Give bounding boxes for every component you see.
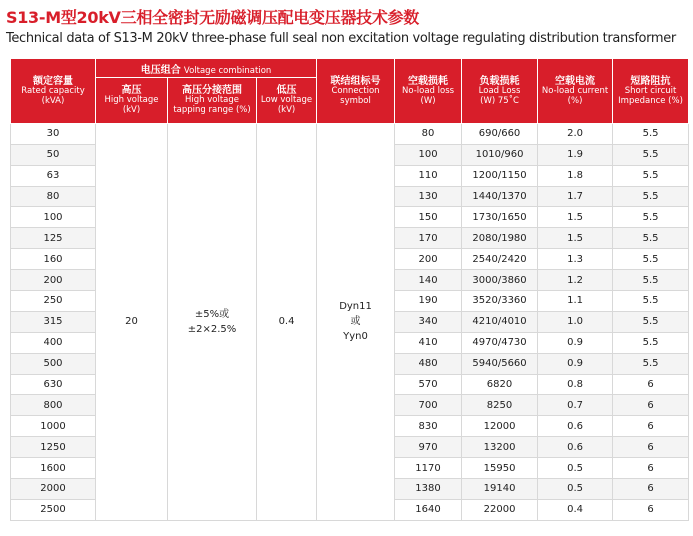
noload-loss-cell: 130 [395,186,462,207]
rated-capacity-cell: 100 [11,207,96,228]
header-en-label: Connection [331,86,380,97]
load-loss-cell: 4970/4730 [462,332,538,353]
rated-capacity-cell: 160 [11,249,96,270]
rated-capacity-cell: 63 [11,165,96,186]
table-body [11,123,689,520]
load-loss-cell: 690/660 [462,123,538,144]
header-cn-label: 额定容量 [33,75,73,87]
rated-capacity-cell: 30 [11,123,96,144]
impedance-cell: 6 [613,479,689,500]
header-en-label: symbol [340,95,371,106]
rated-capacity-cell: 800 [11,395,96,416]
noload-current-cell: 0.9 [538,353,613,374]
rated-capacity-cell: 630 [11,374,96,395]
header-unit-label: (kV) [277,105,296,115]
noload-current-cell: 0.8 [538,374,613,395]
load-loss-cell: 12000 [462,416,538,437]
noload-loss-cell: 170 [395,228,462,249]
header-cn-label: 电压组合 [140,65,181,76]
header-en-label: tapping range (%) [173,105,251,115]
tapping-range-cell [168,123,257,520]
load-loss-cell: 1440/1370 [462,186,538,207]
impedance-cell: 5.5 [613,228,689,249]
rated-capacity-cell: 80 [11,186,96,207]
rated-capacity-cell: 315 [11,311,96,332]
header-en-label: Low voltage [260,95,313,106]
tapping-range-text: ±5%或 [194,308,230,320]
low-voltage-cell: 0.4 [257,123,317,520]
rated-capacity-cell: 2000 [11,479,96,500]
noload-current-cell: 1.3 [538,249,613,270]
impedance-cell: 5.5 [613,332,689,353]
header-voltage-combination [96,59,317,78]
noload-current-cell: 0.5 [538,458,613,479]
header-cn-label: 高压分接范围 [182,85,242,97]
load-loss-cell: 3520/3360 [462,291,538,312]
table-header [11,59,689,124]
noload-loss-cell: 100 [395,144,462,165]
tapping-range-text: ±2×2.5% [187,323,237,335]
noload-current-cell: 1.0 [538,311,613,332]
noload-current-cell: 1.1 [538,291,613,312]
load-loss-cell: 2540/2420 [462,249,538,270]
header-tapping-range [168,77,257,123]
noload-loss-cell: 1640 [395,499,462,520]
header-unit-label: (W) 75˚C [480,95,519,106]
noload-loss-cell: 410 [395,332,462,353]
header-unit-label: (kVA) [41,95,65,106]
header-cn-label: 短路阻抗 [630,75,671,87]
load-loss-cell: 1010/960 [462,144,538,165]
noload-current-cell: 1.5 [538,207,613,228]
noload-current-cell: 0.5 [538,479,613,500]
load-loss-cell: 1730/1650 [462,207,538,228]
noload-loss-cell: 570 [395,374,462,395]
connection-symbol-text: Yyn0 [343,331,368,343]
impedance-cell: 5.5 [613,311,689,332]
noload-loss-cell: 150 [395,207,462,228]
header-connection-symbol [317,59,395,124]
rated-capacity-cell: 500 [11,353,96,374]
header-cn-label: 高压 [121,85,142,97]
noload-current-cell: 0.4 [538,499,613,520]
header-cn-label: 低压 [276,85,297,97]
noload-loss-cell: 140 [395,270,462,291]
impedance-cell: 5.5 [613,353,689,374]
noload-current-cell: 1.5 [538,228,613,249]
rated-capacity-cell: 125 [11,228,96,249]
header-noload-current [538,59,613,124]
header-unit-label: (%) [567,95,583,106]
noload-current-cell: 0.7 [538,395,613,416]
header-low-voltage [257,77,317,123]
rated-capacity-cell: 200 [11,270,96,291]
noload-loss-cell: 1380 [395,479,462,500]
noload-loss-cell: 830 [395,416,462,437]
load-loss-cell: 13200 [462,437,538,458]
noload-loss-cell: 80 [395,123,462,144]
impedance-cell: 5.5 [613,270,689,291]
header-en-label: Load Loss [478,86,521,97]
header-unit-label: (W) [420,95,436,106]
noload-current-cell: 0.6 [538,437,613,458]
rated-capacity-cell: 400 [11,332,96,353]
noload-loss-cell: 970 [395,437,462,458]
load-loss-cell: 2080/1980 [462,228,538,249]
noload-current-cell: 1.8 [538,165,613,186]
impedance-cell: 6 [613,437,689,458]
rated-capacity-cell: 1000 [11,416,96,437]
header-cn-label: 联结组标号 [330,75,381,87]
rated-capacity-cell: 1250 [11,437,96,458]
impedance-cell: 5.5 [613,123,689,144]
header-en-label: High voltage [185,95,239,106]
impedance-cell: 6 [613,458,689,479]
header-en-label: No-load current [541,86,609,97]
noload-current-cell: 1.9 [538,144,613,165]
noload-loss-cell: 200 [395,249,462,270]
load-loss-cell: 19140 [462,479,538,500]
header-en-label: Short circuit [624,86,677,97]
load-loss-cell: 1200/1150 [462,165,538,186]
header-cn-label: 空载损耗 [408,75,449,87]
technical-data-table [10,58,689,521]
header-load-loss [462,59,538,124]
connection-symbol-cell [317,123,395,520]
noload-loss-cell: 190 [395,291,462,312]
load-loss-cell: 6820 [462,374,538,395]
header-en-label: Rated capacity [21,86,85,97]
impedance-cell: 5.5 [613,291,689,312]
impedance-cell: 6 [613,416,689,437]
noload-current-cell: 1.2 [538,270,613,291]
noload-loss-cell: 700 [395,395,462,416]
impedance-cell: 5.5 [613,186,689,207]
connection-symbol-text: 或 [350,316,361,328]
header-en-label: Impedance (%) [618,95,683,106]
header-en-label: High voltage [104,95,159,106]
rated-capacity-cell: 50 [11,144,96,165]
impedance-cell: 6 [613,374,689,395]
noload-loss-cell: 340 [395,311,462,332]
noload-current-cell: 1.7 [538,186,613,207]
high-voltage-cell: 20 [96,123,168,520]
load-loss-cell: 5940/5660 [462,353,538,374]
noload-current-cell: 0.6 [538,416,613,437]
noload-loss-cell: 110 [395,165,462,186]
header-rated-capacity [11,59,96,124]
header-en-label: No-load loss [401,86,455,97]
header-unit-label: (kV) [122,105,141,115]
rated-capacity-cell: 250 [11,291,96,312]
rated-capacity-cell: 2500 [11,499,96,520]
page-subtitle: Technical data of S13-M 20kV three-phase full seal non excitation voltage regulating distribution transformer [6,31,676,46]
rated-capacity-cell: 1600 [11,458,96,479]
impedance-cell: 5.5 [613,165,689,186]
header-en-label: Voltage combination [183,66,272,76]
header-cn-label: 空载电流 [555,75,596,87]
page-title: S13-M型20kV三相全密封无励磁调压配电变压器技术参数 [6,8,419,27]
impedance-cell: 5.5 [613,144,689,165]
load-loss-cell: 22000 [462,499,538,520]
noload-current-cell: 0.9 [538,332,613,353]
noload-current-cell: 2.0 [538,123,613,144]
impedance-cell: 6 [613,395,689,416]
load-loss-cell: 15950 [462,458,538,479]
load-loss-cell: 4210/4010 [462,311,538,332]
impedance-cell: 5.5 [613,249,689,270]
connection-symbol-text: Dyn11 [339,301,372,313]
noload-loss-cell: 1170 [395,458,462,479]
load-loss-cell: 8250 [462,395,538,416]
impedance-cell: 6 [613,499,689,520]
impedance-cell: 5.5 [613,207,689,228]
noload-loss-cell: 480 [395,353,462,374]
header-short-circuit-impedance [613,59,689,124]
header-noload-loss [395,59,462,124]
header-cn-label: 负载损耗 [479,75,520,87]
header-high-voltage [96,77,168,123]
load-loss-cell: 3000/3860 [462,270,538,291]
table-row [11,123,689,144]
